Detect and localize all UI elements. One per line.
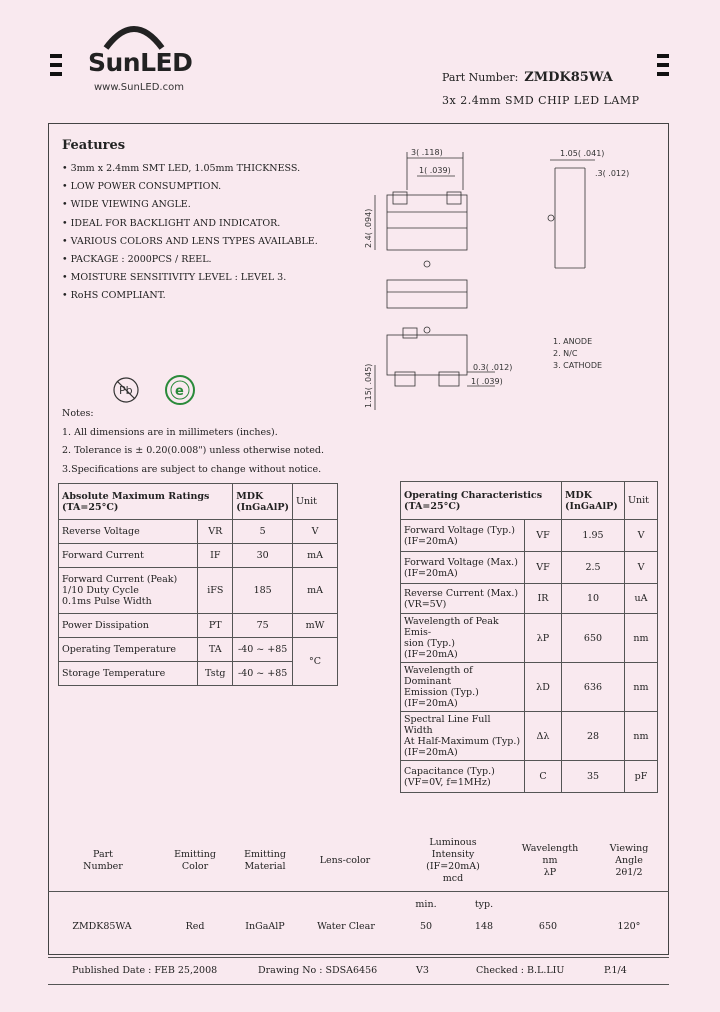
abs-max-value: 185 xyxy=(233,568,293,614)
op-char-symbol: λP xyxy=(525,614,562,663)
op-char-title-line1: Operating Characteristics xyxy=(404,489,543,501)
dim-bottom-label: 0.3( .012) xyxy=(473,363,513,372)
note-item: 3.Specifications are subject to change without notice. xyxy=(62,463,322,475)
features-title: Features xyxy=(62,138,126,153)
page-number: P.1/4 xyxy=(604,965,627,976)
row-part-number: ZMDK85WA xyxy=(72,921,132,932)
op-char-value: 650 xyxy=(562,614,625,663)
op-char-row xyxy=(401,552,658,584)
op-char-param: Wavelength of Dominant Emission (Typ.) (IF=20mA) xyxy=(401,663,525,712)
dim-bottom2-label: 1( .039) xyxy=(471,377,503,386)
svg-text:Pb: Pb xyxy=(119,384,133,397)
op-char-param: Forward Voltage (Max.) (IF=20mA) xyxy=(401,552,525,584)
op-char-row xyxy=(401,614,658,663)
op-char-row xyxy=(401,663,658,712)
op-char-param: Forward Voltage (Typ.) (IF=20mA) xyxy=(401,520,525,552)
package-drawing xyxy=(355,140,630,410)
op-char-unit: V xyxy=(625,520,658,552)
op-char-symbol: λD xyxy=(525,663,562,712)
op-char-value: 1.95 xyxy=(562,520,625,552)
dim-top2-label: 1( .039) xyxy=(419,166,451,175)
abs-max-title-line1: Absolute Maximum Ratings xyxy=(62,490,210,502)
op-char-param: Reverse Current (Max.) (VR=5V) xyxy=(401,584,525,614)
op-char-param: Spectral Line Full Width At Half-Maximum (Typ.) (IF=20mA) xyxy=(401,712,525,761)
notes xyxy=(62,405,324,479)
part-number-value: ZMDK85WA xyxy=(524,70,613,85)
abs-max-row xyxy=(59,568,338,614)
feature-item: • RoHS COMPLIANT. xyxy=(62,290,166,302)
row-emitting-color: Red xyxy=(185,921,205,932)
dim-bottom-left-label: 1.15( .045) xyxy=(364,363,373,408)
abs-max-unit: mA xyxy=(293,544,338,568)
row-min: 50 xyxy=(419,921,433,932)
abs-max-title-line2: (TA=25°C) xyxy=(62,501,119,513)
features-list xyxy=(62,160,318,306)
abs-max-col-mdk-line1: MDK xyxy=(236,490,264,502)
abs-max-param: Power Dissipation xyxy=(59,614,198,638)
pin-label-2: 2. N/C xyxy=(553,349,578,358)
logo-arc-icon xyxy=(104,18,164,50)
e-environment-icon xyxy=(166,376,194,404)
pin-label-1: 1. ANODE xyxy=(553,337,593,346)
version: V3 xyxy=(416,965,429,976)
feature-item: • LOW POWER CONSUMPTION. xyxy=(62,181,222,193)
feature-item: • WIDE VIEWING ANGLE. xyxy=(62,199,191,211)
abs-max-symbol: VR xyxy=(198,520,233,544)
left-edge-marks xyxy=(50,54,62,81)
abs-max-symbol: TA xyxy=(198,638,233,662)
abs-max-value: 75 xyxy=(233,614,293,638)
op-char-title xyxy=(401,482,562,520)
op-char-value: 10 xyxy=(562,584,625,614)
abs-max-symbol: iFS xyxy=(198,568,233,614)
feature-item: • PACKAGE : 2000PCS / REEL. xyxy=(62,253,212,265)
op-char-symbol: Δλ xyxy=(525,712,562,761)
abs-max-symbol: PT xyxy=(198,614,233,638)
checked-by: Checked : B.L.LIU xyxy=(476,965,565,976)
operating-characteristics-table xyxy=(400,481,658,793)
feature-item: • VARIOUS COLORS AND LENS TYPES AVAILABLE. xyxy=(62,235,318,247)
abs-max-value: 5 xyxy=(233,520,293,544)
abs-max-row xyxy=(59,638,338,662)
published-date: Published Date : FEB 25,2008 xyxy=(72,965,218,976)
op-char-row xyxy=(401,520,658,552)
right-edge-marks xyxy=(657,54,669,81)
col-luminous-intensity: Luminous Intensity (IF=20mA) mcd xyxy=(426,837,480,884)
rohs-pb-icon xyxy=(114,378,138,402)
col-part-number: Part Number xyxy=(83,849,123,872)
row-lens-color: Water Clear xyxy=(317,921,375,932)
op-char-col-unit: Unit xyxy=(625,482,658,520)
op-char-symbol: C xyxy=(525,761,562,793)
feature-item: • IDEAL FOR BACKLIGHT AND INDICATOR. xyxy=(62,217,281,229)
op-char-value: 636 xyxy=(562,663,625,712)
op-char-unit: uA xyxy=(625,584,658,614)
abs-max-symbol: IF xyxy=(198,544,233,568)
abs-max-value: -40 ~ +85 xyxy=(233,662,293,686)
table-divider xyxy=(48,891,669,892)
op-char-row xyxy=(401,712,658,761)
abs-max-symbol: Tstg xyxy=(198,662,233,686)
abs-max-unit: mA xyxy=(293,568,338,614)
op-char-col-mdk-line1: MDK xyxy=(565,489,593,501)
dim-left-label: 2.4( .094) xyxy=(364,208,373,248)
op-char-row xyxy=(401,584,658,614)
abs-max-unit: mW xyxy=(293,614,338,638)
op-char-row xyxy=(401,761,658,793)
op-char-unit: nm xyxy=(625,663,658,712)
footer xyxy=(48,957,669,985)
pin-label-3: 3. CATHODE xyxy=(553,361,603,370)
abs-max-param: Reverse Voltage xyxy=(59,520,198,544)
col-lens-color: Lens-color xyxy=(319,855,371,866)
abs-max-param: Operating Temperature xyxy=(59,638,198,662)
feature-item: • 3mm x 2.4mm SMT LED, 1.05mm THICKNESS. xyxy=(62,163,301,174)
op-char-value: 35 xyxy=(562,761,625,793)
abs-max-unit: °C xyxy=(293,638,338,686)
abs-max-row xyxy=(59,614,338,638)
logo-url: www.SunLED.com xyxy=(94,82,184,93)
col-wavelength: Wavelength nm λP xyxy=(521,843,579,878)
op-char-symbol: VF xyxy=(525,520,562,552)
abs-max-col-mdk-line2: (InGaAlP) xyxy=(236,501,289,513)
dim-right-side-label: .3( .012) xyxy=(595,169,630,178)
product-description: 3x 2.4mm SMD CHIP LED LAMP xyxy=(442,94,640,107)
op-char-symbol: IR xyxy=(525,584,562,614)
notes-title: Notes: xyxy=(62,408,94,419)
col-emitting-material: Emitting Material xyxy=(244,849,286,872)
row-typ: 148 xyxy=(474,921,494,932)
absolute-max-table xyxy=(58,483,338,686)
abs-max-title xyxy=(59,484,233,520)
col-typ: typ. xyxy=(474,899,494,910)
op-char-unit: pF xyxy=(625,761,658,793)
abs-max-col-unit: Unit xyxy=(293,484,338,520)
op-char-title-line2: (TA=25°C) xyxy=(404,500,461,512)
note-item: 1. All dimensions are in millimeters (inches). xyxy=(62,426,278,438)
logo-text: SunLED xyxy=(88,48,193,77)
op-char-unit: V xyxy=(625,552,658,584)
feature-item: • MOISTURE SENSITIVITY LEVEL : LEVEL 3. xyxy=(62,272,287,284)
abs-max-value: 30 xyxy=(233,544,293,568)
op-char-col-mdk-line2: (InGaAlP) xyxy=(565,500,618,512)
col-emitting-color: Emitting Color xyxy=(174,849,216,872)
drawing-number: Drawing No : SDSA6456 xyxy=(258,965,378,976)
op-char-unit: nm xyxy=(625,614,658,663)
op-char-value: 2.5 xyxy=(562,552,625,584)
note-item: 2. Tolerance is ± 0.20(0.008") unless otherwise noted. xyxy=(62,445,324,456)
part-number-header xyxy=(442,70,613,85)
op-char-unit: nm xyxy=(625,712,658,761)
abs-max-param: Storage Temperature xyxy=(59,662,198,686)
row-wavelength: 650 xyxy=(538,921,558,932)
col-viewing-angle: Viewing Angle 2θ1/2 xyxy=(609,843,649,878)
dim-right-top-label: 1.05( .041) xyxy=(560,149,605,158)
part-number-label: Part Number: xyxy=(442,71,519,84)
abs-max-param: Forward Current xyxy=(59,544,198,568)
col-min: min. xyxy=(415,899,437,910)
op-char-param: Capacitance (Typ.) (VF=0V, f=1MHz) xyxy=(401,761,525,793)
row-viewing-angle: 120° xyxy=(617,921,641,932)
svg-text:e: e xyxy=(175,384,184,399)
op-char-value: 28 xyxy=(562,712,625,761)
abs-max-row xyxy=(59,520,338,544)
abs-max-unit: V xyxy=(293,520,338,544)
op-char-symbol: VF xyxy=(525,552,562,584)
row-emitting-material: InGaAlP xyxy=(245,921,285,932)
dim-top-label: 3( .118) xyxy=(411,148,443,157)
abs-max-value: -40 ~ +85 xyxy=(233,638,293,662)
op-char-param: Wavelength of Peak Emis- sion (Typ.) (IF=20mA) xyxy=(401,614,525,663)
abs-max-row xyxy=(59,544,338,568)
abs-max-param: Forward Current (Peak) 1/10 Duty Cycle 0.1ms Pulse Width xyxy=(59,568,198,614)
